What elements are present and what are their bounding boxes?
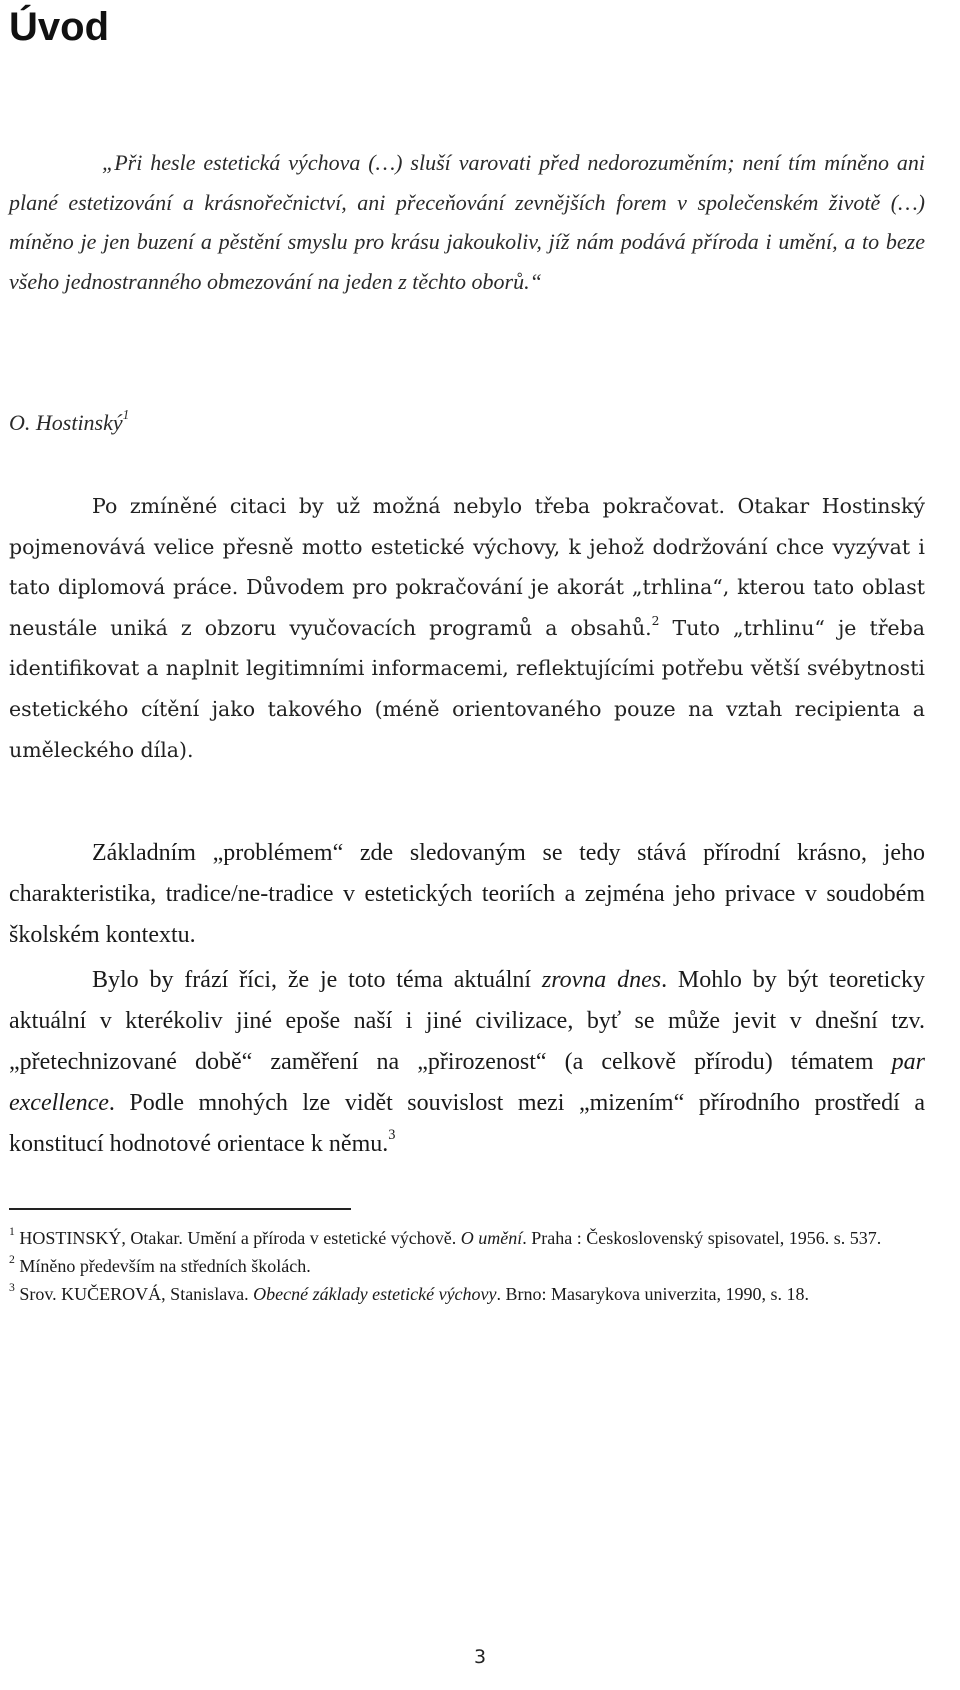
footnote-text-end: . Praha : Československý spisovatel, 1956. s. 537. <box>522 1228 882 1248</box>
footnote-3 <box>9 1280 925 1308</box>
page-title: Úvod <box>9 5 109 49</box>
footnote-text: Srov. KUČEROVÁ, Stanislava. <box>14 1284 254 1304</box>
footnote-2 <box>9 1252 925 1280</box>
footnote-italic: Obecné základy estetické výchovy <box>253 1284 497 1304</box>
footnote-italic: O umění <box>460 1228 523 1248</box>
footnote-ref-1[interactable]: 1 <box>122 407 130 423</box>
footnote-text: Míněno především na středních školách. <box>14 1256 311 1276</box>
footnote-number: 1 <box>9 1224 15 1238</box>
quote-author <box>9 408 129 438</box>
footnote-ref-3[interactable]: 3 <box>388 1127 396 1144</box>
footnote-ref-2[interactable]: 2 <box>651 613 660 628</box>
paragraph-topic <box>9 960 925 1165</box>
footnote-separator <box>9 1208 351 1210</box>
paragraph-topic-italic-a: zrovna dnes <box>541 967 662 993</box>
paragraph-intro-text-b: Tuto „trhlinu“ je třeba identifikovat a naplnit legitimními informacemi, reflektujícími potřebu větší svébytnosti estetického cítění jako takového (méně orientovaného pouze na vztah recipienta a uměleckého díla). <box>9 615 926 762</box>
motto-quote-text: „Při hesle estetická výchova (…) sluší varovati před nedorozuměním; není tím míněno ani plané estetizování a krásnořečnictví, ani přeceňování zevnějších forem v společenském životě (…) míněno je jen buzení a pěstění smyslu pro krásu jakoukoliv, jíž nám podává příroda i umění, a to beze všeho jednostranného obmezování na jeden z těchto oborů.“ <box>9 150 925 294</box>
footnote-number: 3 <box>9 1280 15 1294</box>
quote-author-name: O. Hostinský <box>9 410 123 435</box>
paragraph-topic-italic-b: par excellence <box>9 1049 925 1116</box>
paragraph-topic-text-b: . Mohlo by být teoreticky aktuální v kterékoliv jiné epoše naší i jiné civilizace, byť se může jevit v dnešní tzv. „přetechnizované době“ zaměření na „přirozenost“ (a celkově přírodu) tématem <box>9 967 925 1075</box>
footnote-1 <box>9 1224 925 1252</box>
footnotes <box>9 1224 925 1308</box>
footnote-number: 2 <box>9 1252 15 1266</box>
paragraph-topic-text-a: Bylo by frází říci, že je toto téma aktuální <box>92 967 542 993</box>
footnote-text: HOSTINSKÝ, Otakar. Umění a příroda v estetické výchově. <box>14 1228 461 1248</box>
motto-quote <box>9 143 925 301</box>
paragraph-intro-text-a: Po zmíněné citaci by už možná nebylo třeba pokračovat. Otakar Hostinský pojmenovává velice přesně motto estetické výchovy, k jehož dodržování chce vyzývat i tato diplomová práce. Důvodem pro pokračování je akorát „trhlina“, kterou tato oblast neustále uniká z obzoru vyučovacích programů a obsahů. <box>9 494 925 640</box>
paragraph-problem-text: Základním „problémem“ zde sledovaným se tedy stává přírodní krásno, jeho charakteristika, tradice/ne-tradice v estetických teoriích a zejména jeho privace v soudobém školském kontextu. <box>9 840 925 948</box>
page-number: 3 <box>473 1646 487 1668</box>
paragraph-intro <box>9 486 925 770</box>
footnote-text-end: . Brno: Masarykova univerzita, 1990, s. 18. <box>496 1284 809 1304</box>
paragraph-topic-text-c: . Podle mnohých lze vidět souvislost mezi „mizením“ přírodního prostředí a konstitucí hodnotové orientace k němu. <box>9 1090 925 1157</box>
paragraph-problem <box>9 833 925 956</box>
